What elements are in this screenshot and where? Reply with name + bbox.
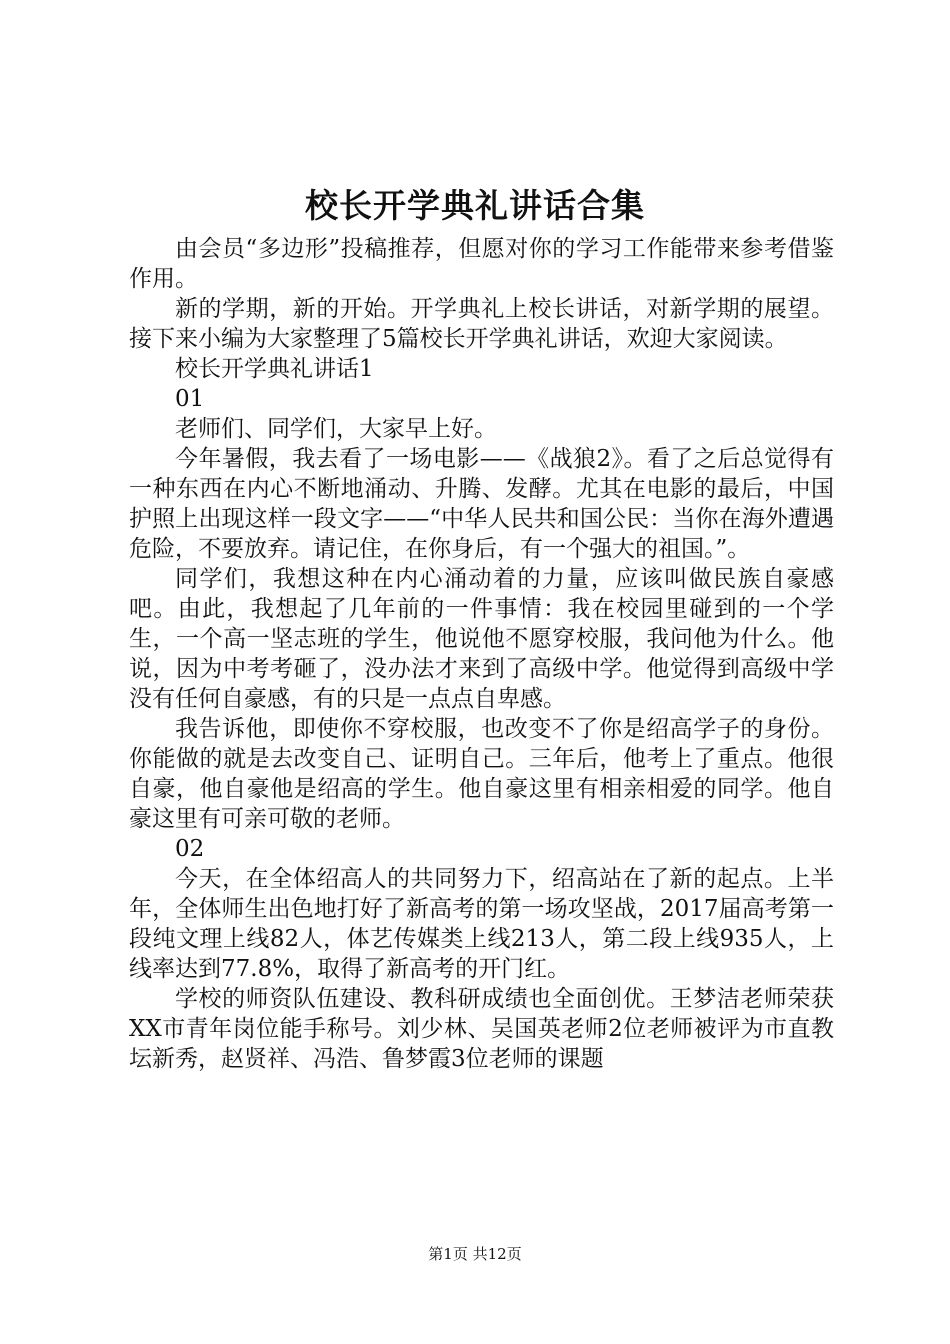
- document-title: 校长开学典礼讲话合集: [305, 186, 645, 225]
- document-body: [129, 234, 834, 1074]
- section-number: 02: [175, 836, 205, 862]
- paragraph: 新的学期，新的开始。开学典礼上校长讲话，对新学期的展望。接下来小编为大家整理了5篇校长开学典礼讲话，欢迎大家阅读。: [129, 296, 834, 352]
- paragraph: 学校的师资队伍建设、教科研成绩也全面创优。王梦洁老师荣获XX市青年岗位能手称号。刘少林、吴国英老师2位老师被评为市直教坛新秀，赵贤祥、冯浩、鲁梦霞3位老师的课题: [129, 986, 834, 1072]
- paragraph: 同学们，我想这种在内心涌动着的力量，应该叫做民族自豪感吧。由此，我想起了几年前的一件事情：我在校园里碰到的一个学生，一个高一坚志班的学生，他说他不愿穿校服，我问他为什么。他说，因为中考考砸了，没办法才来到了高级中学。他觉得到高级中学没有任何自豪感，有的只是一点点自卑感。: [129, 566, 834, 712]
- page-footer: 第1页 共12页: [428, 1245, 522, 1263]
- paragraph: 今年暑假，我去看了一场电影——《战狼2》。看了之后总觉得有一种东西在内心不断地涌动、升腾、发酵。尤其在电影的最后，中国护照上出现这样一段文字——“中华人民共和国公民：当你在海外遭遇危险，不要放弃。请记住，在你身后，有一个强大的祖国。”。: [129, 446, 834, 562]
- paragraph: 老师们、同学们，大家早上好。: [175, 416, 497, 442]
- paragraph: 由会员“多边形”投稿推荐，但愿对你的学习工作能带来参考借鉴作用。: [129, 236, 834, 292]
- paragraph: 今天，在全体绍高人的共同努力下，绍高站在了新的起点。上半年，全体师生出色地打好了新高考的第一场攻坚战，2017届高考第一段纯文理上线82人，体艺传媒类上线213人，第二段上线935人，上线率达到77.8%，取得了新高考的开门红。: [129, 866, 834, 982]
- paragraph: 我告诉他，即使你不穿校服，也改变不了你是绍高学子的身份。你能做的就是去改变自己、证明自己。三年后，他考上了重点。他很自豪，他自豪他是绍高的学生。他自豪这里有相亲相爱的同学。他自豪这里有可亲可敬的老师。: [129, 716, 834, 832]
- section-number: 01: [175, 386, 205, 412]
- section-heading: 校长开学典礼讲话1: [175, 356, 374, 382]
